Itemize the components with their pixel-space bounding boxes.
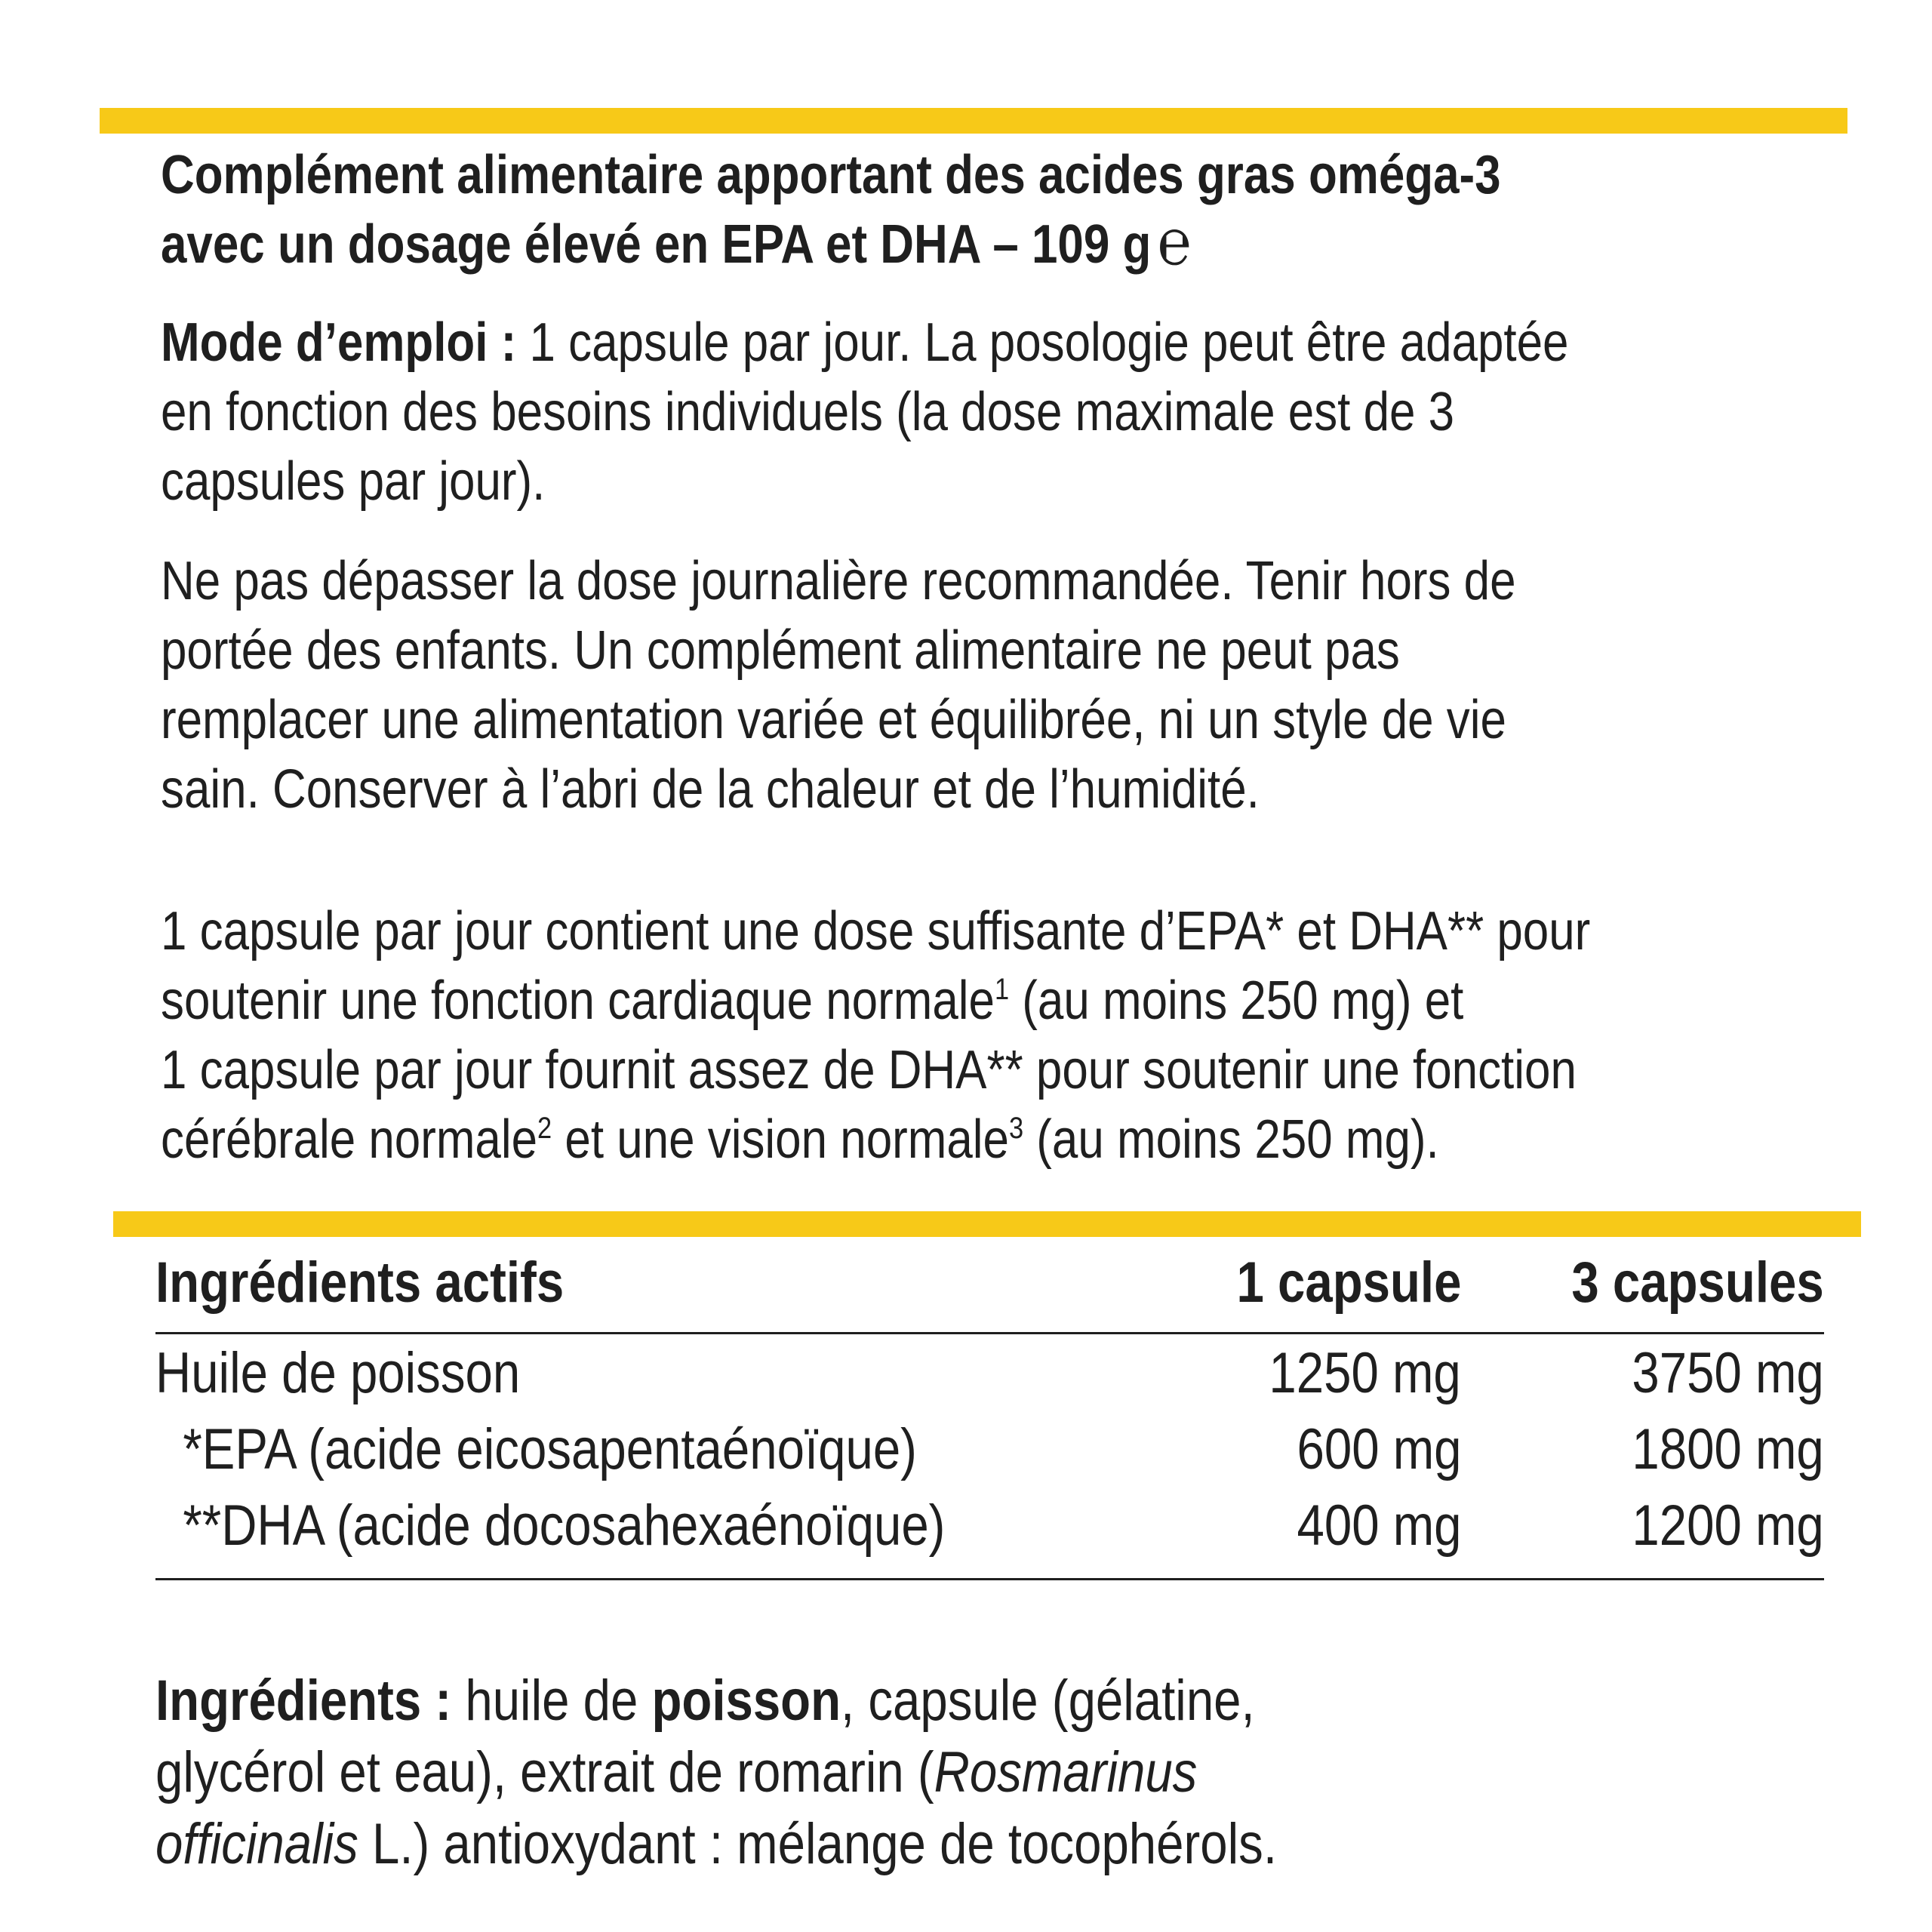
warning-text (161, 546, 1737, 824)
claim-line-4-a: cérébrale normale (161, 1109, 538, 1170)
warning-line-1: Ne pas dépasser la dose journalière recommandée. Tenir hors de (161, 551, 1516, 611)
claim-line-2-a: soutenir une fonction cardiaque normale (161, 971, 995, 1031)
ingredients-label: Ingrédients : (155, 1669, 452, 1733)
ingredients-text: glycérol et eau), extrait de romarin ( (155, 1740, 934, 1804)
table-row-1-capsule: 600 mg (1296, 1417, 1461, 1481)
footnote-1: 1 (994, 973, 1010, 1006)
ingredients-line-2 (155, 1737, 1277, 1808)
top-accent-bar (100, 108, 1847, 134)
table-header-rule (155, 1332, 1824, 1334)
warning-line-3: remplacer une alimentation variée et équilibrée, ni un style de vie (161, 690, 1506, 750)
ingredients-text: L.) antioxydant : mélange de tocophérols. (358, 1812, 1277, 1876)
claim-line-3: 1 capsule par jour fournit assez de DHA** pour soutenir une fonction (161, 1040, 1577, 1100)
latin-name: officinalis (155, 1812, 358, 1876)
ingredients-line-1 (155, 1665, 1277, 1737)
claim-line-1: 1 capsule par jour contient une dose suffisante d’EPA* et DHA** pour (161, 901, 1591, 961)
table-row-1-capsule: 1250 mg (1269, 1341, 1461, 1405)
claim-line-4 (161, 1105, 1590, 1174)
warning-line-4: sain. Conserver à l’abri de la chaleur et de l’humidité. (161, 759, 1260, 820)
title-line-2-text: avec un dosage élevé en EPA et DHA – 109 g (161, 214, 1152, 275)
warning-line-2: portée des enfants. Un complément alimentaire ne peut pas (161, 620, 1400, 681)
estimated-sign-icon: ℮ (1157, 205, 1192, 280)
title-line-2 (161, 205, 1501, 280)
table-row-3-capsules: 1800 mg (1632, 1417, 1824, 1481)
health-claim (161, 897, 1823, 1174)
table-accent-bar (113, 1211, 1861, 1237)
latin-name: Rosmarinus (934, 1740, 1198, 1804)
footnote-2: 2 (537, 1112, 552, 1145)
claim-line-2-b: (au moins 250 mg) et (1009, 971, 1464, 1031)
claim-line-4-b: et une vision normale (552, 1109, 1009, 1170)
table-row-name: *EPA (acide eicosapentaénoïque) (155, 1417, 917, 1481)
claim-line-4-c: (au moins 250 mg). (1023, 1109, 1439, 1170)
table-row-name: Huile de poisson (155, 1341, 521, 1405)
table-row-3-capsules: 1200 mg (1632, 1494, 1824, 1558)
usage-instructions (161, 308, 1798, 516)
table-row-1-capsule: 400 mg (1296, 1494, 1461, 1558)
usage-line-3: capsules par jour). (161, 451, 546, 512)
usage-line-1 (161, 308, 1569, 377)
table-row-3-capsules: 3750 mg (1632, 1341, 1824, 1405)
usage-line-2: en fonction des besoins individuels (la dose maximale est de 3 (161, 382, 1455, 442)
claim-line-2 (161, 966, 1590, 1035)
ingredients-text: huile de (451, 1669, 652, 1733)
table-bottom-rule (155, 1578, 1824, 1580)
table-row-name: **DHA (acide docosahexaénoïque) (155, 1494, 946, 1558)
table-header-ingredient: Ingrédients actifs (155, 1251, 565, 1315)
usage-label: Mode d’emploi : (161, 312, 517, 373)
usage-line-1-text: 1 capsule par jour. La posologie peut être adaptée (516, 312, 1569, 373)
ingredients-line-3 (155, 1808, 1277, 1880)
allergen-fish: poisson (651, 1669, 841, 1733)
product-title (161, 140, 1719, 279)
table-header-1-capsule: 1 capsule (1236, 1251, 1461, 1315)
ingredients-list (155, 1665, 1460, 1880)
ingredients-text: , capsule (gélatine, (841, 1669, 1255, 1733)
footnote-3: 3 (1008, 1112, 1024, 1145)
table-header-3-capsules: 3 capsules (1571, 1251, 1824, 1315)
title-line-1: Complément alimentaire apportant des acides gras oméga-3 (161, 145, 1501, 205)
